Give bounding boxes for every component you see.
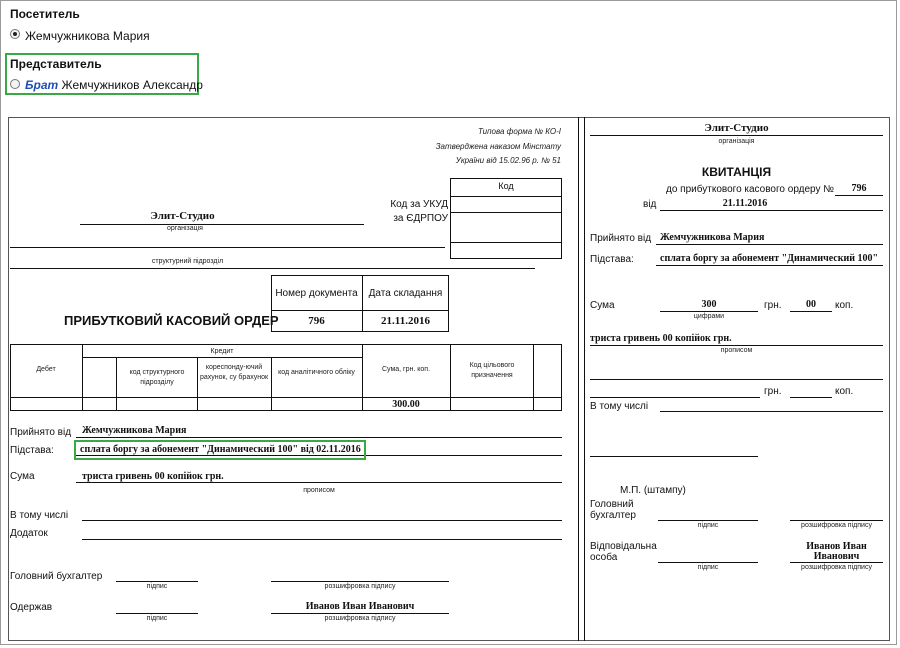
receipt-chief-line1: Головний: [590, 499, 634, 510]
receipt-chief-signature-caption: підпис: [697, 522, 719, 529]
representative-relation: Брат: [25, 78, 59, 92]
receipt-words-caption: прописом: [720, 347, 753, 354]
representative-heading: Представитель: [10, 57, 102, 71]
form-note-1: Типова форма № КО-І: [478, 127, 561, 136]
doc-date-label: Дата складання: [368, 288, 443, 299]
subdivision-caption: структурний підрозділ: [151, 258, 224, 265]
chief-accountant-label: Головний бухгалтер: [10, 571, 103, 582]
receipt-kop-value: 00: [806, 299, 816, 310]
receipt-kop-label: коп.: [835, 300, 854, 311]
receipt-including-label: В тому числі: [590, 401, 649, 412]
receipt-date: 21.11.2016: [722, 198, 768, 209]
receipt-responsible-signature-caption: підпис: [697, 564, 719, 571]
code-header: Код: [498, 181, 514, 191]
doc-date: 21.11.2016: [381, 315, 430, 327]
order-org-caption: організація: [167, 225, 203, 232]
table-sum-value: 300.00: [392, 399, 420, 410]
receipt-sum-words: триста гривень 00 копійок грн.: [590, 333, 732, 344]
receipt-responsible-name-2: Иванович: [813, 551, 860, 562]
received-by-name: Иванов Иван Иванович: [305, 601, 415, 612]
sum-label: Сума: [10, 471, 35, 482]
receipt-responsible-line1: Відповідальна: [590, 541, 657, 552]
receipt-sum-value: 300: [701, 299, 717, 310]
doc-number-label: Номер документа: [275, 288, 358, 299]
doc-number: 796: [308, 315, 325, 327]
receipt-responsible-name-1: Иванов Иван: [806, 541, 867, 552]
representative-option[interactable]: [25, 78, 203, 92]
receipt-received-label: Прийнято від: [590, 233, 652, 244]
col-sum: Сума, грн. коп.: [381, 366, 431, 373]
receipt-to-order-label: до прибуткового касового ордеру №: [666, 184, 835, 195]
col-analytic: код аналітичного обліку: [278, 369, 355, 376]
attachment-label: Додаток: [10, 528, 48, 539]
receipt-chief-decoding-caption: розшифровка підпису: [801, 522, 872, 529]
receipt-basis-label: Підстава:: [590, 254, 634, 265]
received-by-label: Одержав: [10, 602, 53, 613]
receipt-received-value: Жемчужникова Мария: [660, 232, 765, 243]
including-label: В тому числі: [10, 510, 69, 521]
receipt-title: КВИТАНЦІЯ: [701, 165, 772, 179]
receipt-basis-value: сплата боргу за абонемент "Динамический 100": [660, 253, 879, 264]
col-struct: код структурного підрозділу: [129, 369, 185, 386]
receipt-digits-caption: цифрами: [693, 313, 725, 320]
sum-words-caption: прописом: [303, 487, 335, 494]
ukud-label: Код за УКУД: [390, 199, 448, 210]
col-corr: кореспонду-ючий рахунок, су брахунок: [199, 364, 269, 381]
order-title: ПРИБУТКОВИЙ КАСОВИЙ ОРДЕР: [64, 313, 279, 328]
receipt-from-label: від: [643, 199, 657, 210]
form-note-3: України від 15.02.96 р. № 51: [455, 156, 561, 165]
cut-line-right: [584, 117, 585, 641]
representative-name: Жемчужников Александр: [61, 78, 203, 92]
receipt-order-number: 796: [851, 183, 867, 194]
visitor-radio[interactable]: [10, 29, 20, 39]
receipt-uah-label-2: грн.: [764, 386, 782, 397]
received-from-label: Прийнято від: [10, 427, 72, 438]
receipt-org-caption: організація: [718, 138, 755, 145]
sum-words: триста гривень 00 копійок грн.: [82, 471, 224, 482]
receipt-kop-label-2: коп.: [835, 386, 854, 397]
order-org-name: Элит-Студио: [150, 210, 215, 222]
col-purpose: Код цільового призначення: [469, 362, 515, 379]
receipt-chief-line2: бухгалтер: [590, 510, 636, 521]
visitor-heading: Посетитель: [10, 7, 80, 21]
receipt-sum-label: Сума: [590, 300, 615, 311]
col-credit: Кредит: [210, 348, 234, 355]
visitor-name[interactable]: Жемчужникова Мария: [25, 29, 150, 43]
basis-value: сплата боргу за абонемент "Динамический 100" від 02.11.2016: [80, 444, 361, 455]
basis-label: Підстава:: [10, 445, 54, 456]
received-signature-caption: підпис: [146, 615, 168, 622]
receipt-org-name: Элит-Студио: [704, 122, 769, 134]
chief-decoding-caption: розшифровка підпису: [324, 583, 396, 590]
form-note-2: Затверджена наказом Мінстату: [435, 142, 561, 151]
receipt-stamp-label: М.П. (штампу): [620, 485, 686, 496]
received-from-value: Жемчужникова Мария: [82, 425, 187, 436]
received-decoding-caption: розшифровка підпису: [324, 615, 396, 622]
edrpou-label: за ЄДРПОУ: [393, 213, 448, 224]
receipt-responsible-line2: особа: [590, 552, 618, 563]
col-debit: Дебет: [36, 366, 56, 373]
receipt-uah-label: грн.: [764, 300, 782, 311]
representative-radio[interactable]: [10, 79, 20, 89]
cut-line-left: [578, 117, 579, 641]
receipt-responsible-decoding-caption: розшифровка підпису: [801, 564, 872, 571]
chief-signature-caption: підпис: [146, 583, 168, 590]
